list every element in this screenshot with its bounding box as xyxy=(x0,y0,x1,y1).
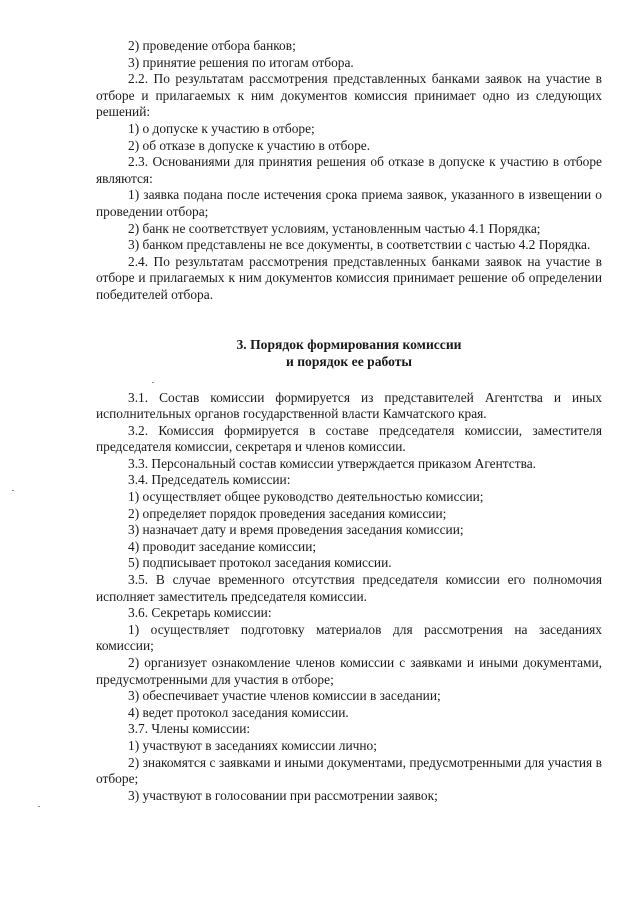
scan-speck xyxy=(38,806,40,807)
paragraph: 1) осуществляет общее руководство деятельностью комиссии; xyxy=(128,489,484,505)
paragraph: 2) банк не соответствует условиям, установленным частью 4.1 Порядка; xyxy=(128,220,541,236)
paragraph: 1) осуществляет подготовку материалов для рассмотрения на заседаниях комиссии; xyxy=(96,621,602,654)
document-page xyxy=(96,38,602,804)
paragraph: 2) проведение отбора банков; xyxy=(128,38,296,53)
section-3-heading-line-2: и порядок ее работы xyxy=(285,353,413,369)
section-3-heading-line-1: 3. Порядок формирования комиссии xyxy=(236,336,462,352)
paragraph: 4) проводит заседание комиссии; xyxy=(128,538,317,554)
paragraph: 3.1. Состав комиссии формируется из представителей Агентства и иных исполнительных органов государственной власти Камчатского края. xyxy=(96,389,602,422)
paragraph: 1) заявка подана после истечения срока приема заявок, указанного в извещении о проведении отбора; xyxy=(96,187,602,219)
paragraph: 3) банком представлены не все документы, в соответствии с частью 4.2 Порядка. xyxy=(128,237,591,253)
paragraph: 2.2. По результатам рассмотрения представленных банками заявок на участие в отборе и прилагаемых к ним документов комиссия принимает одно из следующих решений: xyxy=(96,71,602,120)
paragraph: 3.3. Персональный состав комиссии утверждается приказом Агентства. xyxy=(128,455,537,471)
paragraph: 2) организует ознакомление членов комиссии с заявками и иными документами, предусмотренными для участия в отборе; xyxy=(96,655,602,687)
paragraph: 3.6. Секретарь комиссии: xyxy=(128,605,272,621)
paragraph: 3) принятие решения по итогам отбора. xyxy=(128,54,354,70)
paragraph: 2) об отказе в допуске к участию в отборе. xyxy=(128,137,371,153)
scan-speck xyxy=(152,382,154,383)
paragraph: 2.3. Основаниями для принятия решения об отказе в допуске к участию в отборе являются: xyxy=(96,154,602,186)
paragraph: 2) определяет порядок проведения заседания комиссии; xyxy=(128,505,447,521)
paragraph: 3) обеспечивает участие членов комиссии в заседании; xyxy=(128,688,441,704)
paragraph: 2) знакомятся с заявками и иными документами, предусмотренными для участия в отборе; xyxy=(96,754,602,787)
paragraph: 3.2. Комиссия формируется в составе председателя комиссии, заместителя председателя комиссии, секретаря и членов комиссии. xyxy=(96,422,602,455)
paragraph: 3.7. Члены комиссии: xyxy=(128,721,251,737)
paragraph: 3.4. Председатель комиссии: xyxy=(128,472,291,488)
paragraph: 5) подписывает протокол заседания комиссии. xyxy=(128,555,392,571)
scan-speck xyxy=(12,490,14,491)
paragraph: 1) о допуске к участию в отборе; xyxy=(128,120,315,136)
paragraph: 3) назначает дату и время проведения заседания комиссии; xyxy=(128,522,464,538)
paragraph: 4) ведет протокол заседания комиссии. xyxy=(128,704,349,720)
paragraph: 1) участвуют в заседаниях комиссии лично; xyxy=(128,737,377,753)
section-3-text xyxy=(96,390,602,805)
paragraph: 2.4. По результатам рассмотрения представленных банками заявок на участие в отборе и прилагаемых к ним документов комиссия принимает решение об определении победителей отбора. xyxy=(96,253,602,302)
paragraph: 3.5. В случае временного отсутствия председателя комиссии его полномочия исполняет заместитель председателя комиссии. xyxy=(96,572,602,604)
paragraph: 3) участвуют в голосовании при рассмотрении заявок; xyxy=(128,787,438,803)
section-2-text xyxy=(96,38,602,304)
